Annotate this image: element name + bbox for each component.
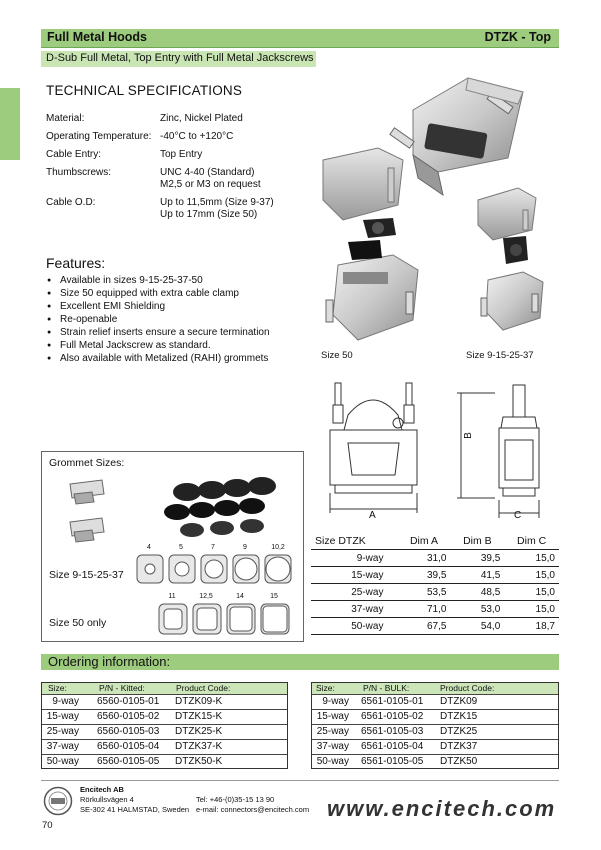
table-header: P/N - Kitted:	[99, 683, 145, 693]
grommet-insert-image	[70, 480, 104, 542]
table-cell: 18,7	[504, 618, 559, 635]
caption-size-50: Size 50	[321, 350, 353, 361]
feature-item	[47, 301, 165, 312]
table-cell: 37-way	[311, 601, 397, 618]
spec-label: Cable Entry:	[46, 149, 102, 160]
table-cell: DTZK25-K	[175, 726, 223, 737]
feature-text: Excellent EMI Shielding	[60, 301, 166, 312]
dimensions-table	[311, 533, 559, 635]
table-header-row	[311, 533, 559, 550]
footer-divider	[41, 780, 559, 781]
table-cell: 48,5	[450, 584, 504, 601]
subtitle: D-Sub Full Metal, Top Entry with Full Metal Jackscrews	[46, 52, 314, 64]
dim-a-label: A	[369, 510, 376, 521]
table-cell: 6561-0105-05	[361, 756, 424, 767]
header-bar	[41, 29, 559, 48]
spec-label: Material:	[46, 113, 85, 124]
table-cell: 41,5	[450, 567, 504, 584]
table-cell: DTZK15-K	[175, 711, 223, 722]
company-email: e-mail: connectors@encitech.com	[196, 805, 310, 814]
feature-text: Strain relief inserts ensure a secure termination	[60, 327, 270, 338]
feature-item	[47, 275, 203, 286]
spec-value-2: Up to 17mm (Size 50)	[160, 209, 258, 220]
table-cell: DTZK50	[440, 756, 478, 767]
table-header: Size DTZK	[311, 533, 397, 550]
grommet-dim: 11	[168, 593, 176, 600]
grommet-dim: 4	[147, 544, 151, 551]
table-cell: DTZK15	[440, 711, 478, 722]
dim-b-label: B	[462, 432, 474, 439]
table-cell: 50-way	[311, 618, 397, 635]
feature-item	[47, 288, 239, 299]
grommet-large-shapes	[157, 602, 297, 636]
grommet-images	[62, 472, 287, 547]
table-cell: DTZK37-K	[175, 741, 223, 752]
table-row	[42, 754, 287, 770]
size-50-hood-image	[323, 148, 418, 340]
company-name: Encitech AB	[80, 785, 124, 794]
table-cell: 6560-0105-03	[97, 726, 160, 737]
table-cell: 15-way	[46, 711, 79, 722]
table-row	[311, 584, 559, 601]
spec-value: UNC 4-40 (Standard)	[160, 167, 255, 178]
table-cell: 54,0	[450, 618, 504, 635]
table-header-row	[312, 683, 558, 694]
grommet-size-large-label: Size 50 only	[49, 617, 107, 629]
table-row	[311, 550, 559, 567]
table-header: Dim C	[504, 533, 559, 550]
table-cell: 25-way	[46, 726, 79, 737]
subtitle-bar	[41, 51, 316, 67]
table-cell: DTZK50-K	[175, 756, 223, 767]
table-cell: 6560-0105-01	[97, 696, 160, 707]
table-row	[312, 754, 558, 770]
table-cell: 31,0	[397, 550, 450, 567]
table-cell: 15-way	[316, 711, 349, 722]
table-row	[42, 724, 287, 740]
assembled-hood-image	[390, 78, 523, 195]
grommet-large-row	[157, 593, 297, 637]
grommet-dim: 14	[236, 593, 244, 600]
spec-label: Thumbscrews:	[46, 167, 112, 178]
table-cell: 39,5	[397, 567, 450, 584]
table-row	[42, 739, 287, 755]
table-cell: 6561-0105-03	[361, 726, 424, 737]
table-header: Product Code:	[440, 683, 495, 693]
table-cell: 37-way	[46, 741, 79, 752]
feature-text: Full Metal Jackscrew as standard.	[60, 340, 211, 351]
table-cell: 15-way	[311, 567, 397, 584]
table-header: P/N - BULK:	[363, 683, 410, 693]
ordering-title-bar	[41, 654, 559, 670]
features-title: Features:	[46, 255, 106, 271]
table-header: Product Code:	[176, 683, 231, 693]
ordering-bulk-table	[311, 682, 559, 769]
table-cell: 50-way	[46, 756, 79, 767]
company-url[interactable]: www.encitech.com	[327, 796, 557, 821]
table-cell: 53,5	[397, 584, 450, 601]
spec-value: Zinc, Nickel Plated	[160, 113, 243, 124]
page-title: Full Metal Hoods	[47, 30, 147, 44]
table-cell: 9-way	[322, 696, 349, 707]
table-row	[311, 567, 559, 584]
table-cell: 53,0	[450, 601, 504, 618]
table-header-row	[42, 683, 287, 694]
table-row	[312, 694, 558, 710]
table-header: Size:	[48, 683, 67, 693]
table-cell: 25-way	[316, 726, 349, 737]
table-cell: 39,5	[450, 550, 504, 567]
grommet-size-small-label: Size 9-15-25-37	[49, 569, 124, 581]
table-cell: 6560-0105-05	[97, 756, 160, 767]
grommet-dim: 15	[270, 593, 278, 600]
feature-item	[47, 314, 117, 325]
grommet-dim: 9	[243, 544, 247, 551]
table-row	[42, 709, 287, 725]
spec-label: Operating Temperature:	[46, 131, 152, 142]
table-header: Dim B	[450, 533, 504, 550]
table-row	[311, 601, 559, 618]
grommet-small-shapes	[134, 553, 294, 587]
spec-value: -40°C to +120°C	[160, 131, 234, 142]
grommet-box	[41, 451, 304, 642]
table-cell: 9-way	[311, 550, 397, 567]
front-drawing	[320, 375, 425, 520]
grommet-dim: 12,5	[199, 593, 213, 600]
feature-item	[47, 340, 211, 351]
table-header: Size:	[316, 683, 335, 693]
feature-text: Also available with Metalized (RAHI) grommets	[60, 353, 269, 364]
table-cell: 6561-0105-01	[361, 696, 424, 707]
table-cell: 15,0	[504, 584, 559, 601]
grommet-dim: 10,2	[271, 544, 285, 551]
dim-c-label: C	[514, 510, 522, 521]
spec-value: Up to 11,5mm (Size 9-37)	[160, 197, 274, 208]
table-cell: 6560-0105-04	[97, 741, 160, 752]
side-drawing	[455, 380, 545, 520]
spec-label: Cable O.D:	[46, 197, 96, 208]
table-cell: DTZK09-K	[175, 696, 223, 707]
grommet-title: Grommet Sizes:	[49, 457, 125, 469]
table-cell: 15,0	[504, 601, 559, 618]
grommet-rubber-image	[164, 477, 276, 537]
table-cell: 15,0	[504, 550, 559, 567]
ordering-kitted-table	[41, 682, 288, 769]
product-photos	[318, 60, 563, 350]
spec-value-2: M2,5 or M3 on request	[160, 179, 261, 190]
table-cell: 6561-0105-02	[361, 711, 424, 722]
table-cell: DTZK37	[440, 741, 478, 752]
grommet-dim: 5	[179, 544, 183, 551]
caption-size-9-37: Size 9-15-25-37	[466, 350, 534, 361]
feature-item	[47, 327, 270, 338]
table-row	[312, 724, 558, 740]
table-cell: DTZK25	[440, 726, 478, 737]
feature-text: Available in sizes 9-15-25-37-50	[60, 275, 203, 286]
size-9-37-hood-image	[478, 188, 543, 330]
grommet-dim: 7	[211, 544, 215, 551]
feature-text: Size 50 equipped with extra cable clamp	[60, 288, 239, 299]
page-number: 70	[42, 820, 53, 831]
table-cell: 15,0	[504, 567, 559, 584]
feature-text: Re-openable	[60, 314, 118, 325]
company-logo-icon	[43, 786, 73, 816]
company-city: SE-302 41 HALMSTAD, Sweden	[80, 805, 190, 814]
table-cell: 25-way	[311, 584, 397, 601]
table-cell: 50-way	[316, 756, 349, 767]
feature-item	[47, 353, 268, 364]
ordering-title: Ordering information:	[48, 654, 171, 669]
product-code-title: DTZK - Top	[484, 30, 551, 44]
table-cell: DTZK09	[440, 696, 478, 707]
table-cell: 37-way	[316, 741, 349, 752]
grommet-small-row	[134, 544, 294, 588]
company-tel: Tel: +46-(0)35-15 13 90	[196, 795, 275, 804]
company-street: Rörkullsvägen 4	[80, 795, 134, 804]
table-cell: 9-way	[52, 696, 79, 707]
table-row	[312, 739, 558, 755]
table-cell: 6560-0105-02	[97, 711, 160, 722]
table-cell: 6561-0105-04	[361, 741, 424, 752]
table-row	[312, 709, 558, 725]
table-header: Dim A	[397, 533, 450, 550]
side-tab	[0, 88, 20, 160]
table-cell: 67,5	[397, 618, 450, 635]
spec-value: Top Entry	[160, 149, 203, 160]
table-row	[42, 694, 287, 710]
tech-spec-title: TECHNICAL SPECIFICATIONS	[46, 83, 243, 98]
table-row	[311, 618, 559, 635]
table-cell: 71,0	[397, 601, 450, 618]
